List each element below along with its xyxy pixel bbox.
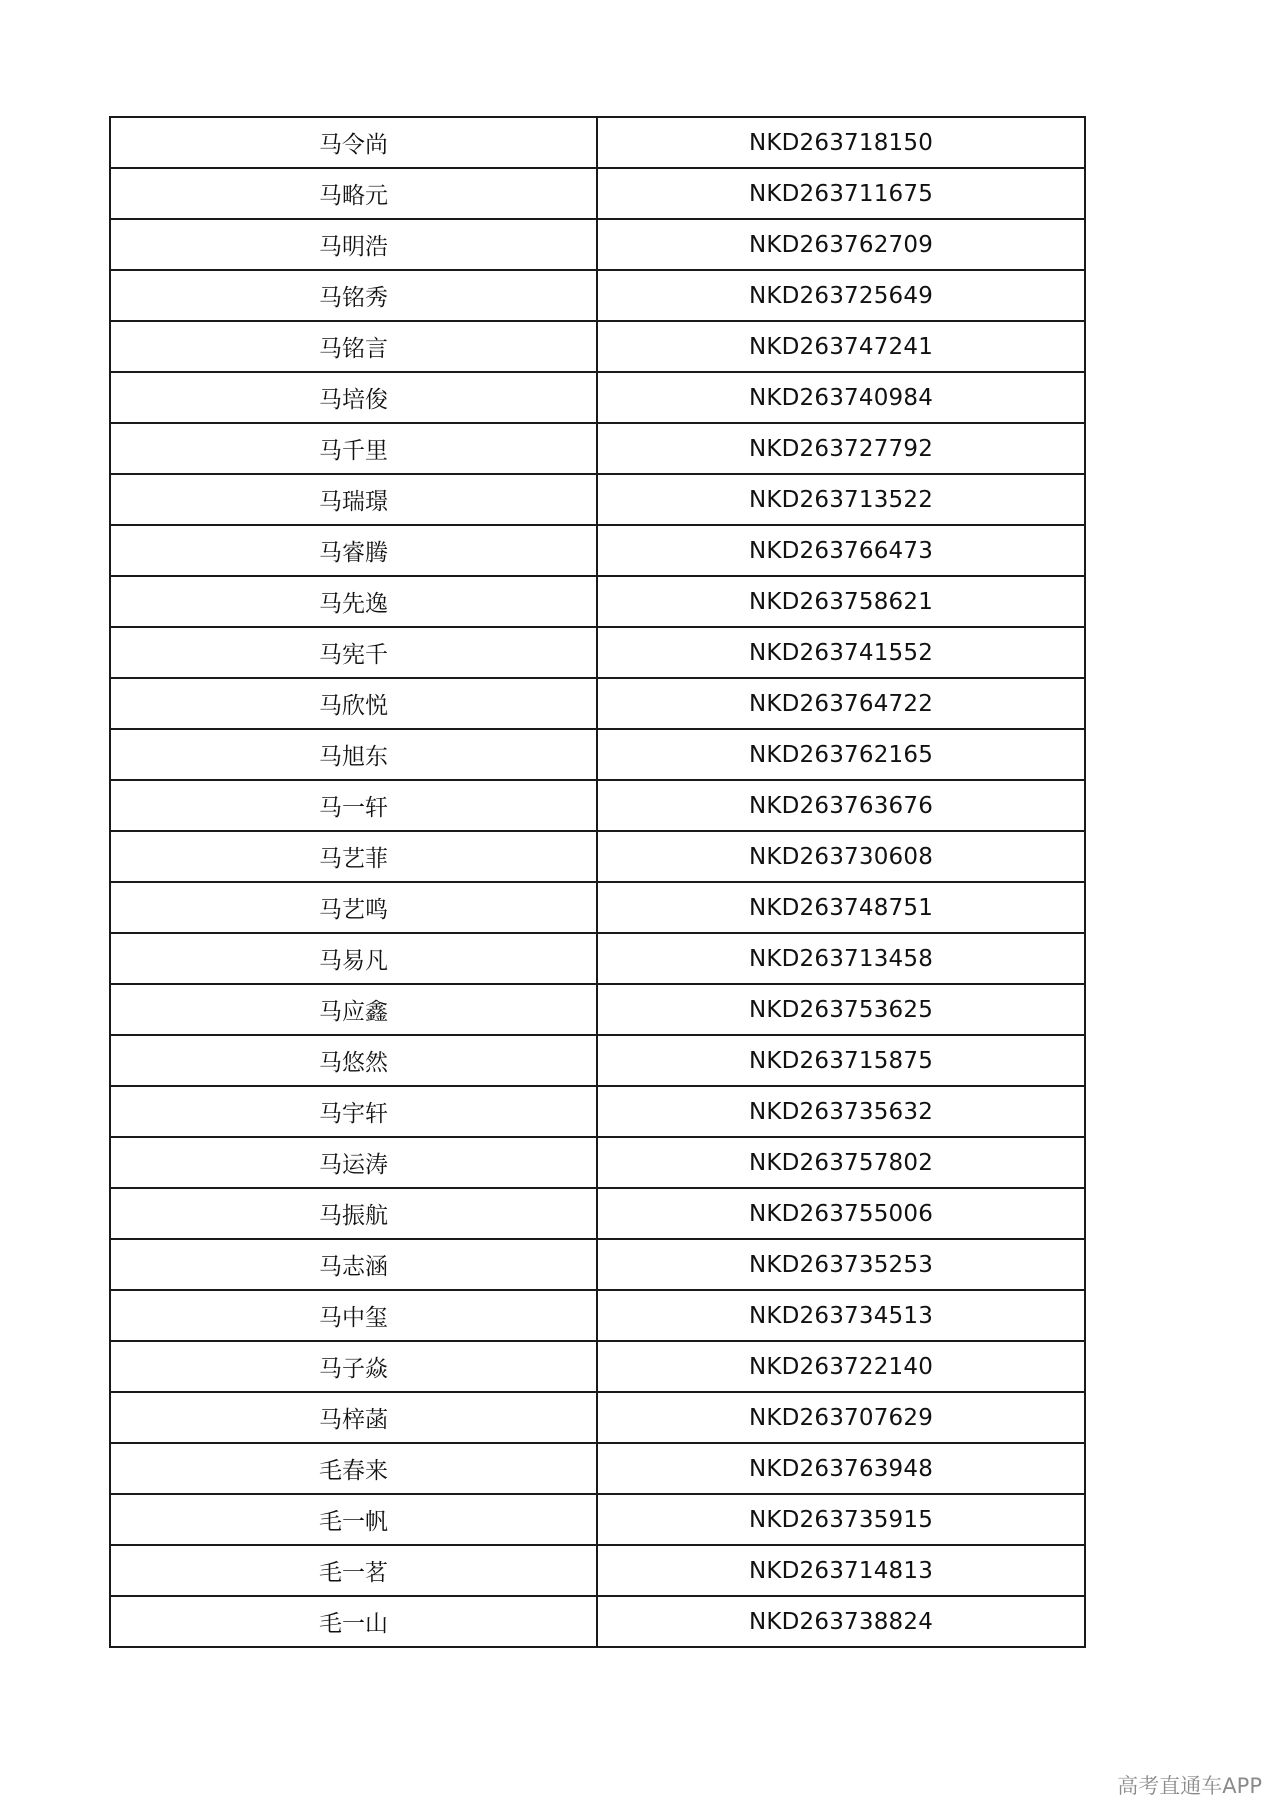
table-row [110, 168, 1085, 219]
id-cell: NKD263758621 [597, 576, 1085, 627]
table-row [110, 780, 1085, 831]
id-cell: NKD263735253 [597, 1239, 1085, 1290]
id-cell: NKD263714813 [597, 1545, 1085, 1596]
id-cell: NKD263713458 [597, 933, 1085, 984]
name-cell: 马瑞璟 [110, 474, 597, 525]
name-cell: 马宪千 [110, 627, 597, 678]
name-cell: 马铭言 [110, 321, 597, 372]
id-cell: NKD263762165 [597, 729, 1085, 780]
name-cell: 马一轩 [110, 780, 597, 831]
id-cell: NKD263735915 [597, 1494, 1085, 1545]
id-cell: NKD263757802 [597, 1137, 1085, 1188]
table-row [110, 1137, 1085, 1188]
id-cell: NKD263748751 [597, 882, 1085, 933]
table-row [110, 882, 1085, 933]
id-cell: NKD263711675 [597, 168, 1085, 219]
name-cell: 马梓菡 [110, 1392, 597, 1443]
table-row [110, 321, 1085, 372]
name-cell: 马艺鸣 [110, 882, 597, 933]
id-cell: NKD263718150 [597, 117, 1085, 168]
name-cell: 马先逸 [110, 576, 597, 627]
table-row [110, 1035, 1085, 1086]
id-cell: NKD263713522 [597, 474, 1085, 525]
roster-table-body [110, 117, 1085, 1647]
name-cell: 毛一山 [110, 1596, 597, 1647]
table-row [110, 423, 1085, 474]
name-cell: 马志涵 [110, 1239, 597, 1290]
id-cell: NKD263755006 [597, 1188, 1085, 1239]
id-cell: NKD263763948 [597, 1443, 1085, 1494]
id-cell: NKD263740984 [597, 372, 1085, 423]
id-cell: NKD263735632 [597, 1086, 1085, 1137]
table-row [110, 1392, 1085, 1443]
id-cell: NKD263762709 [597, 219, 1085, 270]
table-row [110, 270, 1085, 321]
name-cell: 马千里 [110, 423, 597, 474]
table-row [110, 678, 1085, 729]
table-row [110, 372, 1085, 423]
name-cell: 毛一茗 [110, 1545, 597, 1596]
table-row [110, 627, 1085, 678]
name-cell: 马易凡 [110, 933, 597, 984]
id-cell: NKD263766473 [597, 525, 1085, 576]
name-cell: 马运涛 [110, 1137, 597, 1188]
name-cell: 马培俊 [110, 372, 597, 423]
id-cell: NKD263707629 [597, 1392, 1085, 1443]
id-cell: NKD263764722 [597, 678, 1085, 729]
name-cell: 马略元 [110, 168, 597, 219]
id-cell: NKD263725649 [597, 270, 1085, 321]
table-row [110, 1086, 1085, 1137]
name-cell: 马应鑫 [110, 984, 597, 1035]
id-cell: NKD263730608 [597, 831, 1085, 882]
name-cell: 马令尚 [110, 117, 597, 168]
id-cell: NKD263734513 [597, 1290, 1085, 1341]
name-cell: 马明浩 [110, 219, 597, 270]
id-cell: NKD263722140 [597, 1341, 1085, 1392]
table-row [110, 1290, 1085, 1341]
table-row [110, 576, 1085, 627]
id-cell: NKD263753625 [597, 984, 1085, 1035]
table-row [110, 933, 1085, 984]
table-row [110, 984, 1085, 1035]
id-cell: NKD263747241 [597, 321, 1085, 372]
name-cell: 马欣悦 [110, 678, 597, 729]
name-cell: 马旭东 [110, 729, 597, 780]
watermark-text: 高考直通车APP [1117, 1774, 1262, 1798]
name-cell: 马睿腾 [110, 525, 597, 576]
id-cell: NKD263741552 [597, 627, 1085, 678]
table-row [110, 1494, 1085, 1545]
name-cell: 马振航 [110, 1188, 597, 1239]
roster-table [109, 116, 1086, 1648]
name-cell: 马艺菲 [110, 831, 597, 882]
roster-table-container [109, 116, 1084, 1648]
name-cell: 马悠然 [110, 1035, 597, 1086]
table-row [110, 1188, 1085, 1239]
table-row [110, 1545, 1085, 1596]
id-cell: NKD263738824 [597, 1596, 1085, 1647]
table-row [110, 117, 1085, 168]
table-row [110, 1239, 1085, 1290]
id-cell: NKD263727792 [597, 423, 1085, 474]
table-row [110, 1341, 1085, 1392]
name-cell: 马铭秀 [110, 270, 597, 321]
table-row [110, 1596, 1085, 1647]
table-row [110, 219, 1085, 270]
id-cell: NKD263763676 [597, 780, 1085, 831]
name-cell: 马子焱 [110, 1341, 597, 1392]
name-cell: 马中玺 [110, 1290, 597, 1341]
table-row [110, 525, 1085, 576]
name-cell: 毛春来 [110, 1443, 597, 1494]
name-cell: 马宇轩 [110, 1086, 597, 1137]
table-row [110, 1443, 1085, 1494]
name-cell: 毛一帆 [110, 1494, 597, 1545]
table-row [110, 729, 1085, 780]
id-cell: NKD263715875 [597, 1035, 1085, 1086]
table-row [110, 474, 1085, 525]
table-row [110, 831, 1085, 882]
